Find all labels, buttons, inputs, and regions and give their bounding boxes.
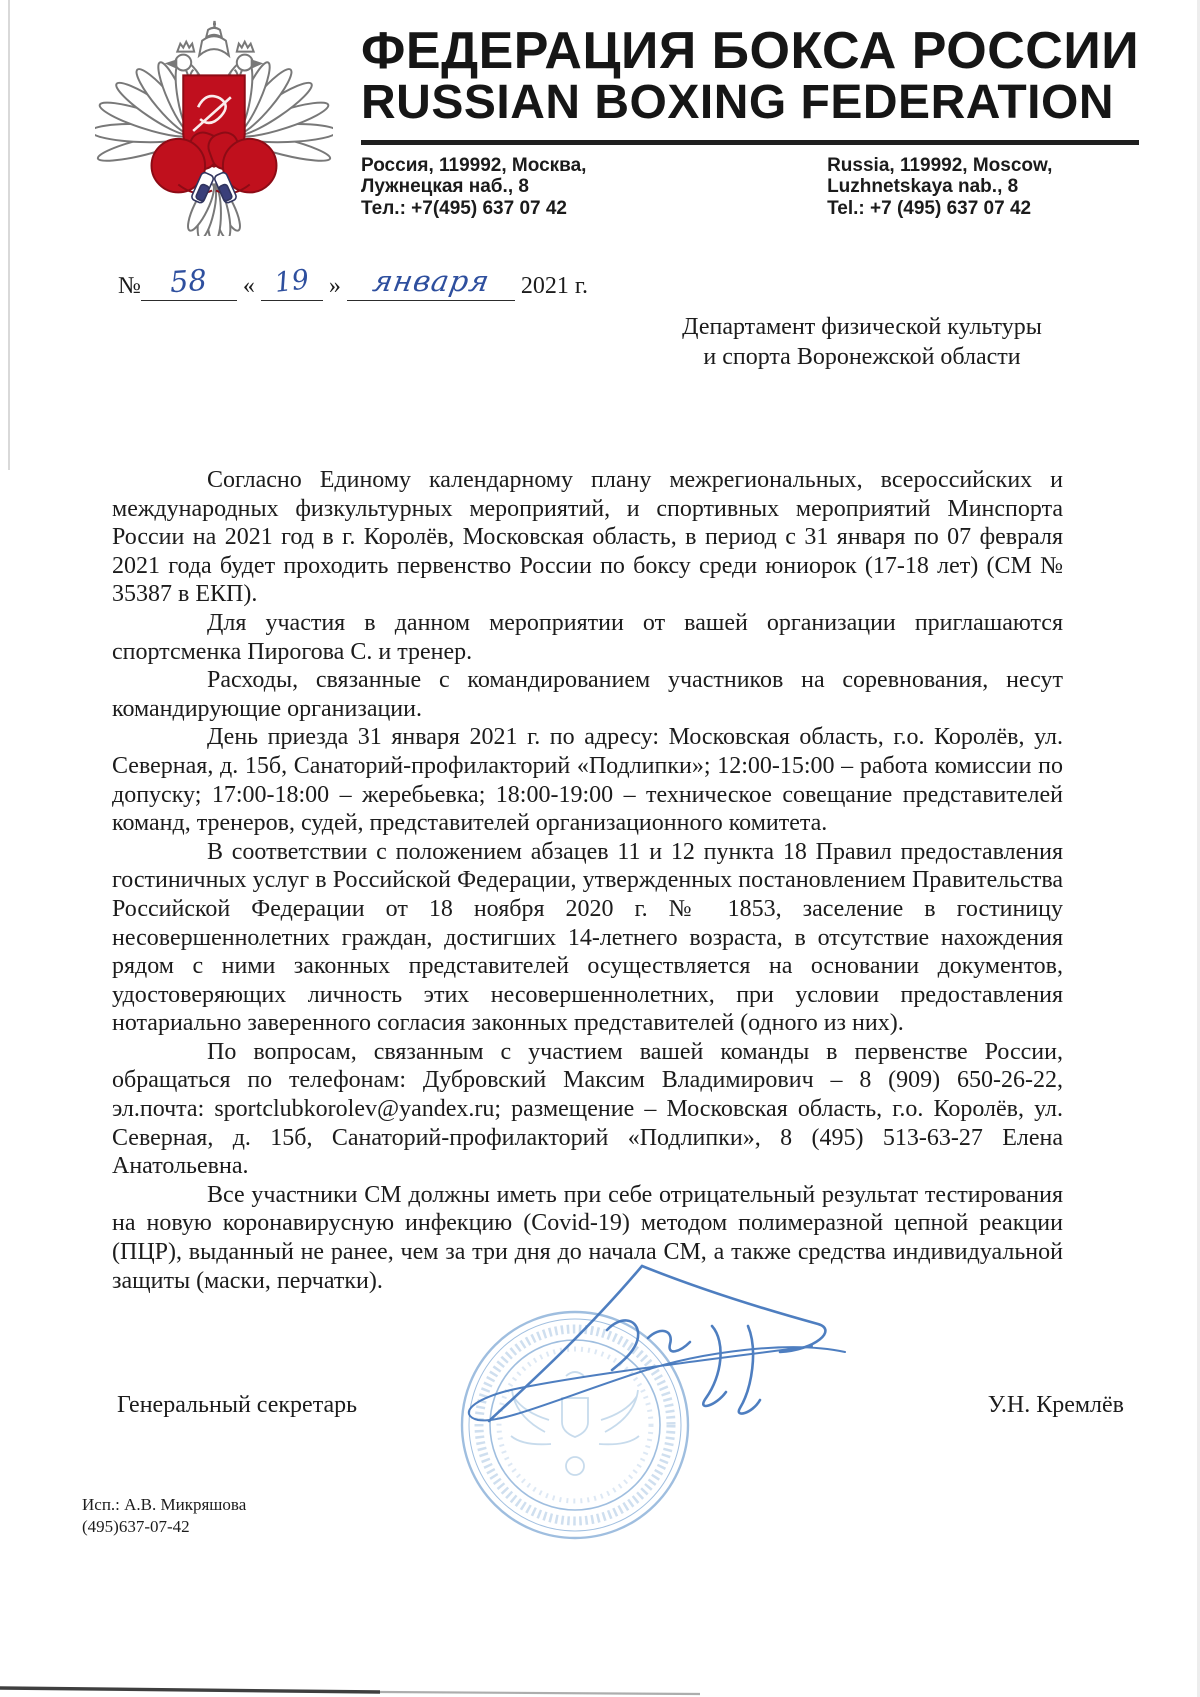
scan-bottom-edge-artifact: [0, 1688, 700, 1694]
recipient-block: [652, 312, 1072, 372]
handwritten-ref-number: 58: [169, 262, 209, 300]
header-divider: [361, 140, 1139, 145]
body-paragraph: День приезда 31 января 2021 г. по адресу: Московская область, г.о. Королёв, ул. Северная, д. 15б, Санаторий-профилакторий «Подлипки»; 12:00-15:00 – работа комиссии по допуску; 17:00-18:00 – жеребьевка; 18:00-19:00 – техническое совещание представителей команд, тренеров, судей, представителей организационного комитета.: [112, 724, 1063, 837]
recipient-line2: и спорта Воронежской области: [703, 344, 1021, 370]
address-ru: [361, 155, 586, 220]
official-stamp: [462, 1312, 688, 1538]
year-label: 2021 г.: [520, 273, 589, 299]
scan-edge-artifact: [8, 0, 10, 470]
address-ru-line1: Россия, 119992, Москва,: [361, 154, 587, 176]
number-sign: №: [118, 273, 141, 299]
body-paragraph: Расходы, связанные с командированием участников на соревнования, несут командирующие организации.: [112, 667, 1063, 722]
address-en-line3: Tel.: +7 (495) 637 07 42: [827, 197, 1032, 219]
address-en: [827, 155, 1139, 220]
signer-title: Генеральный секретарь: [117, 1392, 358, 1418]
day-field: [261, 264, 323, 301]
letter-body: [112, 466, 1063, 1295]
boxing-federation-emblem-icon: [95, 14, 333, 236]
address-ru-line2: Лужнецкая наб., 8: [361, 176, 529, 198]
month-field: [347, 266, 515, 301]
handwritten-month: января: [370, 264, 493, 298]
handwritten-day: 19: [272, 264, 311, 300]
body-paragraph: Все участники СМ должны иметь при себе отрицательный результат тестирования на новую коронавирусную инфекцию (Covid-19) методом полимеразной цепной реакции (ПЦР), выданный не ранее, чем за три дня до начала СМ, а также средства индивидуальной защиты (маски, перчатки).: [112, 1181, 1063, 1294]
letterhead: [95, 14, 1140, 236]
signer-name: У.Н. Кремлёв: [987, 1392, 1124, 1418]
org-title-en: RUSSIAN BOXING FEDERATION: [361, 76, 1114, 130]
executor-phone: (495)637-07-42: [82, 1517, 190, 1536]
body-paragraph: В соответствии с положением абзацев 11 и 12 пункта 18 Правил предоставления гостиничных услуг в Российской Федерации, утвержденных постановлением Правительства Российской Федерации от 18 ноября 2020 г. № 1853, заселение в гостиницу несовершеннолетних граждан, достигших 14-летнего возраста, в отсутствие нахождения рядом с ними законных представителей осуществляется на основании документов, удостоверяющих личность этих несовершеннолетних, при условии предоставления нотариально заверенного согласия законных представителей (одного из них).: [112, 838, 1063, 1037]
signature-row: [117, 1392, 1124, 1419]
body-paragraph: Для участия в данном мероприятии от вашей организации приглашаются спортсменка Пирогова С. и тренер.: [112, 609, 1063, 665]
address-ru-line3: Тел.: +7(495) 637 07 42: [361, 197, 568, 219]
ref-number-field: [141, 262, 237, 301]
open-quote: «: [242, 273, 255, 299]
org-title-ru: ФЕДЕРАЦИЯ БОКСА РОССИИ: [361, 22, 1140, 80]
recipient-line1: Департамент физической культуры: [682, 314, 1042, 340]
address-en-line1: Russia, 119992, Moscow,: [827, 154, 1053, 176]
body-paragraph: Согласно Единому календарному плану межрегиональных, всероссийских и международных физкультурных мероприятий, и спортивных мероприятий Минспорта России на 2021 год в г. Королёв, Московская область, в период с 31 января по 07 февраля 2021 года будет проходить первенство России по боксу среди юниорок (17-18 лет) (СМ № 35387 в ЕКП).: [112, 467, 1063, 608]
body-paragraph: По вопросам, связанным с участием вашей команды в первенстве России, обращаться по телефонам: Дубровский Максим Владимирович – 8 (909) 650-26-22, эл.почта: sportclubkorolev@yandex.ru; размещение – Московская область, г.о. Королёв, ул. Северная, д. 15б, Санаторий-профилакторий «Подлипки», 8 (495) 513-63-27 Елена Анатольевна.: [112, 1038, 1063, 1180]
address-en-line2: Luzhnetskaya nab., 8: [827, 176, 1019, 198]
executor-name: Исп.: А.В. Микряшова: [82, 1495, 247, 1514]
executor-block: [82, 1494, 246, 1538]
close-quote: »: [328, 273, 341, 299]
ref-number-line: [118, 262, 589, 301]
